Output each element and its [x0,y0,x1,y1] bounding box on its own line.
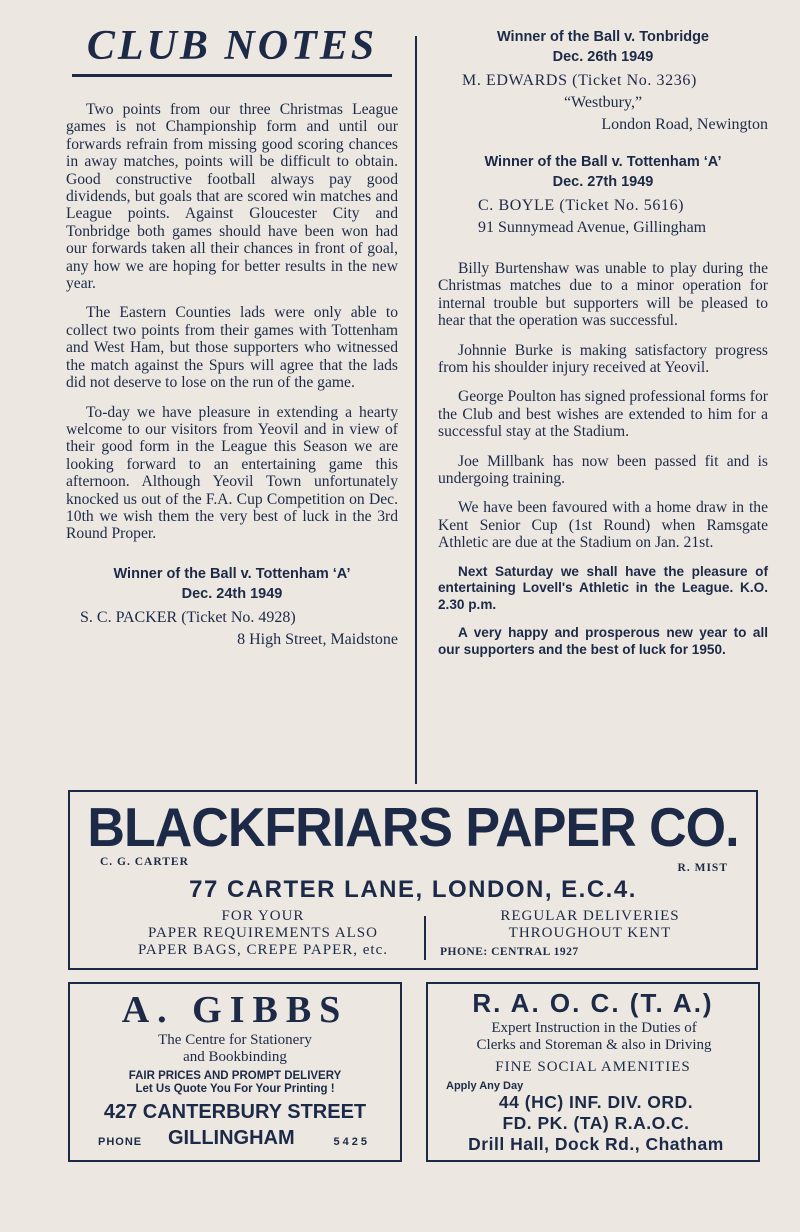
notice-new-year: A very happy and prosperous new year to all our supporters and the best of luck for 1950. [438,625,768,657]
club-notes-title: CLUB NOTES [86,23,378,69]
advert-deliveries [440,908,740,961]
advert-street: 427 CANTERBURY STREET [103,1101,367,1123]
advert-amenities: FINE SOCIAL AMENITIES [495,1059,691,1075]
winner-date: Dec. 26th 1949 [552,49,654,65]
advert-company-name: R. A. O. C. (T. A.) [472,988,714,1018]
advert-town: GILLINGHAM [168,1127,295,1149]
advert-line: Clerks and Storeman & also in Driving [476,1037,712,1053]
paragraph-kent-cup: We have been favoured with a home draw in the Kent Senior Cup (1st Round) when Ramsgate Athletic are due at the Stadium on Jan. 21st. [438,499,768,552]
advert-phone: PHONE: CENTRAL 1927 [440,946,579,958]
advert-promo [70,1070,400,1096]
paragraph-millbank: Joe Millbank has now been passed fit and is undergoing training. [438,452,768,488]
advert-company-name: BLACKFRIARS PAPER CO. [87,797,739,859]
paragraph-christmas-games: Two points from our three Christmas League games is not Championship form and until our forwards refrain from missing good scoring chances in away matches, points will be difficult to obtain. Good constructive football always pay good dividends, but goals that are scored win matches and League points. Against Gloucester City and Tonbridge both games should have been won had our forwards taken all their chances in front of goal, any how we are hoping for better results in the new year. [66,101,398,293]
advert-line: and Bookbinding [183,1049,287,1065]
winner-address-line-1: “Westbury,” [563,94,643,111]
advert-proprietor-left: C. G. CARTER [100,856,189,868]
gibbs-advert [68,982,402,1162]
winner-name: M. EDWARDS (Ticket No. 3236) [462,72,697,89]
winner-heading: Winner of the Ball v. Tottenham ‘A’ [113,565,351,582]
winner-block-dec-26 [438,28,768,135]
advert-line: FAIR PRICES AND PROMPT DELIVERY [128,1070,342,1082]
winner-heading: Winner of the Ball v. Tottenham ‘A’ [484,154,722,170]
notice-next-saturday: Next Saturday we shall have the pleasure of entertaining Lovell's Athletic in the League. K.O. 2.30 p.m. [438,563,768,612]
winner-block-dec-27 [438,153,768,238]
winner-date: Dec. 24th 1949 [181,585,283,602]
right-column [438,28,768,670]
advert-line: FD. PK. (TA) R.A.O.C. [502,1113,690,1133]
winner-block-dec-24 [66,565,398,650]
advert-phone-number: 5425 [333,1136,370,1148]
club-notes-paragraphs [66,101,398,543]
club-news-paragraphs [438,260,768,658]
winner-name: S. C. PACKER (Ticket No. 4928) [80,608,296,626]
winner-name: C. BOYLE (Ticket No. 5616) [478,197,685,214]
winner-date: Dec. 27th 1949 [552,174,654,190]
advert-services [98,908,428,959]
advert-line: PAPER REQUIREMENTS ALSO [148,925,378,941]
advert-line: Expert Instruction in the Duties of [491,1020,697,1036]
paragraph-welcome-yeovil: To-day we have pleasure in extending a hearty welcome to our visitors from Yeovil and in view of their good form in the League this Season we are looking forward to an entertaining game this afternoon. Although Yeovil Town unfortunately knocked us out of the F.A. Cup Competition on Dec. 10th we wish them the very best of luck in the 3rd Round Proper. [66,403,398,543]
advert-line: PAPER BAGS, CREPE PAPER, etc. [137,942,389,958]
winner-address: 8 High Street, Maidstone [237,630,398,648]
advert-description [444,1020,744,1054]
advert-line: Let Us Quote You For Your Printing ! [135,1083,335,1095]
winner-heading: Winner of the Ball v. Tonbridge [497,29,709,45]
advert-unit [446,1092,746,1155]
advert-phone-label: PHONE [98,1136,143,1148]
advert-address: 77 CARTER LANE, LONDON, E.C.4. [189,876,637,903]
advert-tagline [70,1032,400,1066]
club-notes-column [66,24,398,650]
title-underline [72,74,392,77]
advert-company-name: A. GIBBS [121,989,349,1031]
advert-apply: Apply Any Day [446,1080,524,1092]
paragraph-burke: Johnnie Burke is making satisfactory progress from his shoulder injury received at Yeovil. [438,341,768,377]
advert-line: REGULAR DELIVERIES [500,908,680,924]
column-divider [415,36,417,784]
advert-line: THROUGHOUT KENT [508,925,672,941]
winner-address-line-2: London Road, Newington [601,116,768,133]
advert-line: The Centre for Stationery [158,1032,312,1048]
advert-divider [424,916,426,960]
winner-address: 91 Sunnymead Avenue, Gillingham [478,219,707,236]
blackfriars-advert [68,790,758,970]
paragraph-eastern-counties: The Eastern Counties lads were only able to collect two points from their games with Tottenham and West Ham, but those supporters who witnessed the match against the Spurs will agree that the lads did not deserve to lose on the run of the game. [66,304,398,392]
advert-line: FOR YOUR [221,908,305,924]
raoc-advert [426,982,760,1162]
advert-line: 44 (HC) INF. DIV. ORD. [498,1092,694,1112]
paragraph-burtenshaw: Billy Burtenshaw was unable to play during the Christmas matches due to a minor operation for internal trouble but supporters will be pleased to hear that the operation was successful. [438,260,768,330]
paragraph-poulton: George Poulton has signed professional forms for the Club and best wishes are extended to him for a successful stay at the Stadium. [438,388,768,441]
advert-line: Drill Hall, Dock Rd., Chatham [468,1134,724,1154]
advert-proprietor-right: R. MIST [677,862,728,874]
advert-phone-row [98,1126,370,1150]
